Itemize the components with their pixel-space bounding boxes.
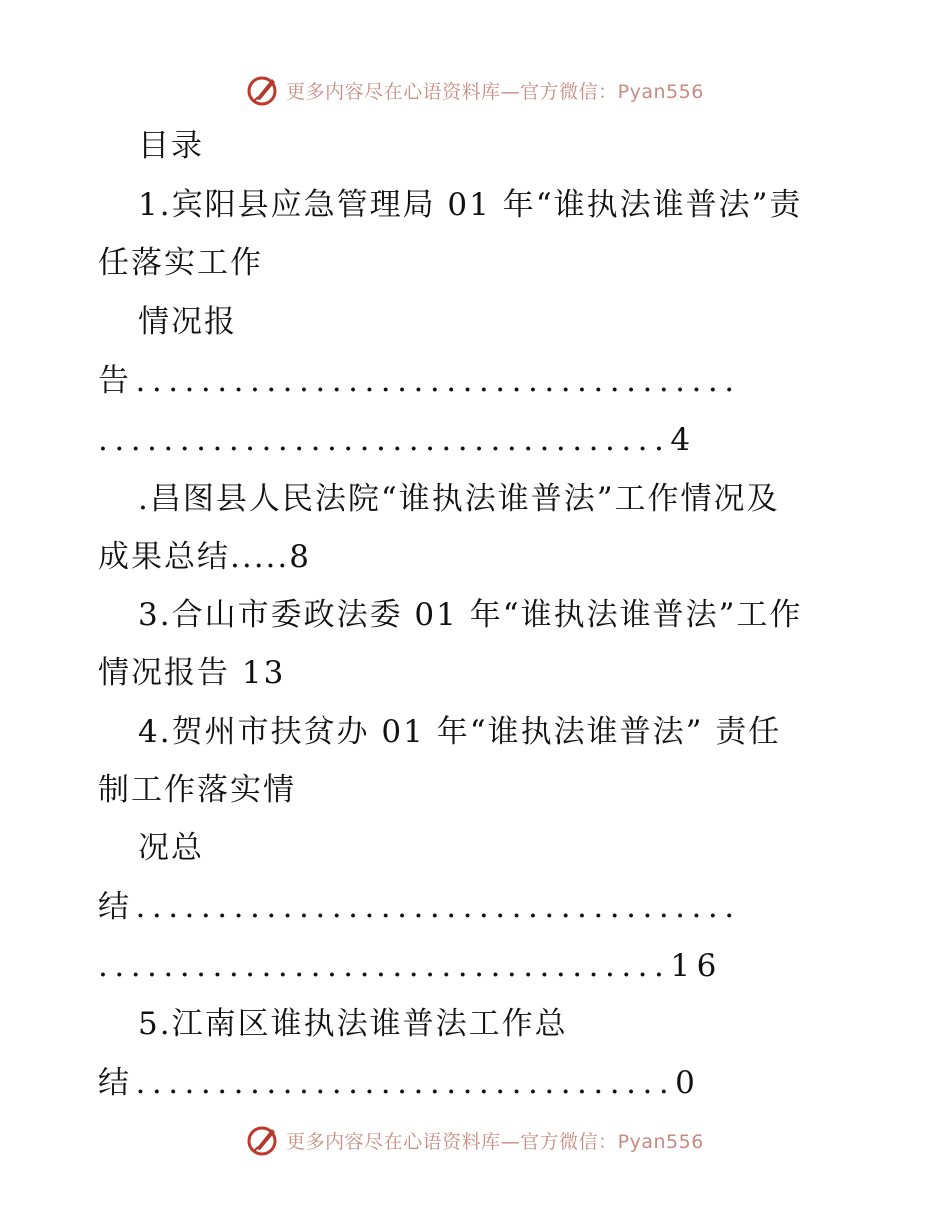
toc-line-8: 3.合山市委政法委 01 年“谁执法谁普法”工作 — [138, 597, 803, 633]
toc-line-13: 结..................................... — [98, 889, 741, 925]
toc-line-12: 况总 — [138, 830, 204, 866]
watermark-text: 更多内容尽在心语资料库—官方微信：Pyan556 — [286, 80, 704, 103]
toc-line-4: 告..................................... — [98, 363, 741, 399]
toc-line-9: 情况报告 13 — [98, 655, 286, 691]
quill-logo-icon — [246, 1123, 280, 1157]
watermark-header — [0, 70, 950, 110]
toc-line-11: 制工作落实情 — [98, 772, 296, 808]
toc-line-6: .昌图县人民法院“谁执法谁普法”工作情况及 — [138, 481, 780, 517]
toc-line-7: 成果总结.....8 — [98, 539, 311, 575]
toc-line-5: ...................................4 — [98, 422, 697, 458]
toc-line-16: 结.................................0 — [98, 1065, 702, 1101]
toc-line-2: 任落实工作 — [98, 245, 263, 281]
toc-line-3: 情况报 — [138, 304, 237, 340]
toc-line-1: 1.宾阳县应急管理局 01 年“谁执法谁普法”责 — [138, 187, 803, 223]
watermark-text: 更多内容尽在心语资料库—官方微信：Pyan556 — [286, 1130, 704, 1153]
toc-line-15: 5.江南区谁执法谁普法工作总 — [138, 1006, 568, 1042]
toc-heading: 目录 — [138, 128, 204, 164]
watermark-footer — [0, 1120, 950, 1160]
toc-line-10: 4.贺州市扶贫办 01 年“谁执法谁普法” 责任 — [138, 714, 782, 750]
toc-line-14: ...................................16 — [98, 948, 723, 984]
quill-logo-icon — [246, 73, 280, 107]
